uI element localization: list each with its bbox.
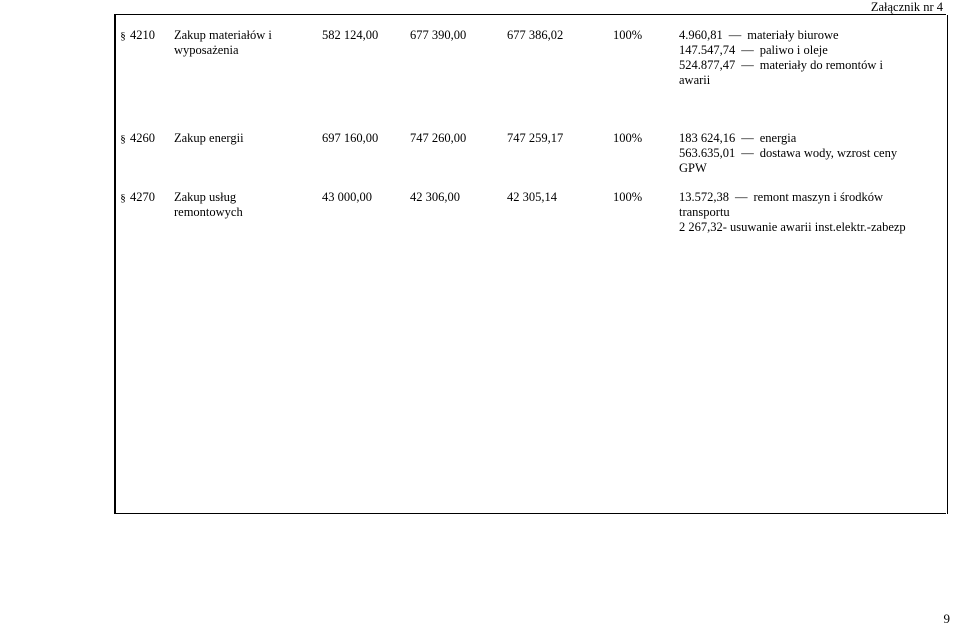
table-grid [114, 14, 946, 514]
section-marker: § [120, 192, 126, 204]
row-execution: 42 305,14 [507, 190, 557, 204]
row-plan: 43 000,00 [322, 190, 372, 204]
row-number [118, 131, 170, 147]
row-execution: 747 259,17 [507, 131, 564, 145]
detail-separator: — [741, 131, 754, 145]
detail-text: dostawa wody, wzrost ceny [759, 146, 898, 160]
page-number: 9 [943, 611, 950, 626]
row-details [679, 131, 919, 176]
section-marker: § [120, 133, 126, 145]
row-details [679, 28, 919, 88]
detail-text: paliwo i oleje [759, 43, 828, 57]
detail-line [679, 28, 919, 43]
attachment-label: Załącznik nr 4 [870, 0, 943, 14]
detail-amount: 524.877,47 [679, 58, 736, 72]
table-border-right [947, 15, 948, 514]
row-name [174, 190, 284, 220]
detail-line [679, 220, 919, 235]
row-percent: 100% [613, 28, 643, 42]
row-number-text: 4260 [130, 131, 155, 145]
detail-text: energia [759, 131, 797, 145]
row-plan-after-changes: 677 390,00 [410, 28, 467, 42]
table-border-left [115, 15, 116, 514]
row-number [118, 28, 170, 44]
detail-line [679, 205, 919, 220]
detail-amount: 147.547,74 [679, 43, 736, 57]
section-marker: § [120, 30, 126, 42]
row-plan-after-changes: 42 306,00 [410, 190, 460, 204]
row-name [174, 28, 284, 58]
row-name-line-2: wyposażenia [174, 43, 239, 57]
detail-amount: 4.960,81 [679, 28, 723, 42]
detail-line [679, 43, 919, 58]
row-plan: 582 124,00 [322, 28, 379, 42]
row-plan-after-changes: 747 260,00 [410, 131, 467, 145]
row-name-line-1: Zakup usług [174, 190, 237, 204]
row-name [174, 131, 284, 146]
detail-line [679, 73, 919, 88]
detail-amount: 13.572,38 [679, 190, 729, 204]
detail-separator: — [741, 58, 754, 72]
detail-text: awarii [679, 73, 711, 87]
row-percent: 100% [613, 190, 643, 204]
row-execution: 677 386,02 [507, 28, 564, 42]
table-border-bottom [115, 513, 946, 514]
detail-separator: — [735, 190, 748, 204]
detail-text: 2 267,32- usuwanie awarii inst.elektr.-zabezp [679, 220, 906, 234]
detail-separator: — [741, 146, 754, 160]
row-name-line-1: Zakup materiałów i [174, 28, 272, 42]
detail-line [679, 146, 919, 161]
row-number-text: 4270 [130, 190, 155, 204]
detail-line [679, 58, 919, 73]
detail-text: materiały biurowe [747, 28, 839, 42]
detail-separator: — [741, 43, 754, 57]
detail-amount: 563.635,01 [679, 146, 736, 160]
detail-separator: — [728, 28, 742, 42]
detail-text: remont maszyn i środków [753, 190, 883, 204]
row-plan: 697 160,00 [322, 131, 379, 145]
detail-line [679, 131, 919, 146]
row-percent: 100% [613, 131, 643, 145]
detail-text: transportu [679, 205, 730, 219]
row-number [118, 190, 170, 206]
row-number-text: 4210 [130, 28, 155, 42]
detail-text: GPW [679, 161, 707, 175]
detail-line [679, 161, 919, 176]
row-name-line-2: remontowych [174, 205, 243, 219]
detail-line [679, 190, 919, 205]
row-name-line-1: Zakup energii [174, 131, 244, 145]
row-details [679, 190, 919, 235]
detail-amount: 183 624,16 [679, 131, 736, 145]
detail-text: materiały do remontów i [759, 58, 883, 72]
